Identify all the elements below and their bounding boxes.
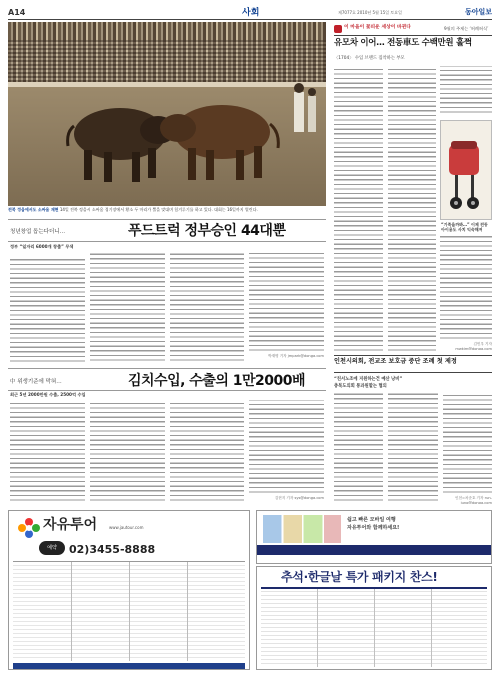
- right-article-column: [440, 234, 492, 350]
- article1-body: [10, 252, 324, 364]
- masthead-brand: 동아일보: [464, 8, 492, 16]
- text-lines: [249, 252, 324, 354]
- article1-column: [90, 252, 165, 364]
- text-lines: [440, 66, 492, 116]
- figure-caption-1: “기죽을까봐…” 이제 전동: [441, 222, 488, 227]
- figure-caption-2: 아이용도 사치 익숙해져: [441, 227, 483, 232]
- right-article2-quote2: 충북도의회 통과원할는 협의: [334, 384, 387, 389]
- holiday-sale-advertisement[interactable]: [256, 566, 492, 670]
- table-divider: [317, 589, 318, 667]
- article1-kicker: 청년창업 돕는다더니…: [10, 229, 66, 235]
- right-article2-headline: 인천시의회, 전교조 보호금 중단 조례 첫 제정: [334, 358, 457, 365]
- text-lines: [10, 400, 85, 504]
- right-article2-column: [334, 392, 383, 504]
- right-article2-quote1: “친서노조에 지원하는건 예산 낭비”: [334, 377, 403, 382]
- page-number: A14: [8, 8, 26, 17]
- right-article2-body: [334, 392, 492, 504]
- right-article-byline: 김민우 기자 mwkim@donga.com: [455, 342, 492, 350]
- right-article-column: [440, 66, 492, 116]
- flower-logo-icon: [17, 517, 41, 539]
- sale-package-table: [261, 587, 487, 667]
- article1-column: [170, 252, 245, 364]
- text-lines: [388, 66, 437, 354]
- text-lines: [443, 392, 492, 496]
- text-lines: [170, 252, 245, 364]
- mobile-ad-subheadline: 자유투어와 함께하세요!: [347, 525, 400, 531]
- right-article-column: [334, 66, 383, 354]
- divider: [334, 355, 492, 356]
- photo-caption: [8, 207, 326, 212]
- series-title: 이 마을이 꽃피운 세상이 바뀐다: [344, 25, 411, 30]
- divider: [8, 241, 326, 242]
- right-article2-column: [443, 392, 492, 504]
- article2-column: [90, 400, 165, 504]
- article1-byline: 박재명 기자 jmpark@donga.com: [268, 354, 324, 358]
- text-lines: [10, 257, 85, 364]
- table-divider: [431, 589, 432, 667]
- table-divider: [129, 562, 130, 661]
- stroller-figure: [440, 120, 492, 220]
- mobile-ad-bar: [257, 545, 491, 555]
- sale-title-bar: [257, 567, 491, 585]
- right-article-body-bottom: [440, 234, 492, 350]
- text-lines: [249, 400, 324, 496]
- text-lines: [90, 252, 165, 364]
- sale-title: 추석·한글날 특가 패키지 찬스!: [281, 570, 438, 584]
- caption-text: 14일 전북 정읍시 소싸움 경기장에서 황소 두 마리가 뿔을 맞대며 힘겨루기를 하고 있다. 대회는 16일까지 열린다.: [59, 207, 258, 212]
- text-lines: [388, 392, 437, 504]
- article1-lead: 정부 “일자리 6000개 창출” 무색: [10, 244, 74, 249]
- travel-footer-bar: [13, 663, 245, 669]
- series-tag-icon: [334, 25, 342, 33]
- article1-column: [10, 252, 85, 364]
- issue-date: 제7077호 2010년 5월 15일 토요일: [338, 10, 402, 15]
- table-divider: [374, 589, 375, 667]
- travel-phone-number[interactable]: 02)3455-8888: [69, 543, 156, 556]
- article2-column: [170, 400, 245, 504]
- travel-logo: 자유투어: [43, 517, 98, 533]
- article2-column: [10, 400, 85, 504]
- right-article2-byline: 인천=차준호 기자 run-juno@donga.com: [455, 496, 492, 504]
- bullfight-photo: [8, 22, 326, 206]
- article1-headline: 푸드트럭 정부승인 44대뿐: [128, 223, 286, 239]
- stroller-illustration: [441, 121, 491, 219]
- mobile-ad-headline: 쉽고 빠른 모바일 여행: [347, 517, 396, 523]
- text-lines: [440, 234, 492, 342]
- bulls-illustration: [8, 22, 326, 206]
- product-thumbnails: [263, 515, 341, 543]
- right-article-column: [388, 66, 437, 354]
- table-divider: [71, 562, 72, 661]
- caption-label: 전북 정읍에서도 소싸움 재현: [8, 207, 59, 212]
- series-banner: [334, 24, 492, 34]
- article2-lead: 최근 5년 2000만원 수출, 2500억 수입: [10, 392, 86, 397]
- travel-price-table: [13, 561, 245, 661]
- table-divider: [187, 562, 188, 661]
- right-article-kicker: 〈1704〉 수입 브랜드 집착하는 부모: [334, 56, 405, 61]
- travel-url[interactable]: www.jautour.com: [109, 525, 144, 530]
- series-subtitle: 9월의 주제는 ‘허례허식’: [444, 25, 489, 31]
- right-article-headline: 유모차 이어… 전동車도 수백만원 훌쩍: [334, 38, 472, 48]
- article2-body: [10, 400, 324, 504]
- phone-icon: 예약: [39, 541, 65, 555]
- travel-advertisement[interactable]: [8, 510, 250, 670]
- article2-column: [249, 400, 324, 504]
- text-lines: [170, 400, 245, 504]
- right-article-body-top: [440, 66, 492, 116]
- article2-byline: 김현지 기자 sys@donga.com: [274, 496, 324, 500]
- divider: [8, 368, 326, 369]
- divider: [334, 35, 492, 36]
- divider: [8, 219, 326, 220]
- right-article2-column: [388, 392, 437, 504]
- divider: [334, 372, 492, 373]
- page-header: [8, 6, 492, 20]
- text-lines: [90, 400, 165, 504]
- mobile-travel-advertisement[interactable]: [256, 510, 492, 564]
- divider: [8, 390, 326, 391]
- right-article-body: [334, 66, 436, 354]
- article1-column: [249, 252, 324, 364]
- text-lines: [334, 66, 383, 354]
- section-title: 사회: [242, 8, 260, 18]
- text-lines: [334, 392, 383, 504]
- article2-kicker: 中 위생기준에 막혀…: [10, 379, 62, 385]
- article2-headline: 김치수입, 수출의 1만2000배: [128, 373, 305, 389]
